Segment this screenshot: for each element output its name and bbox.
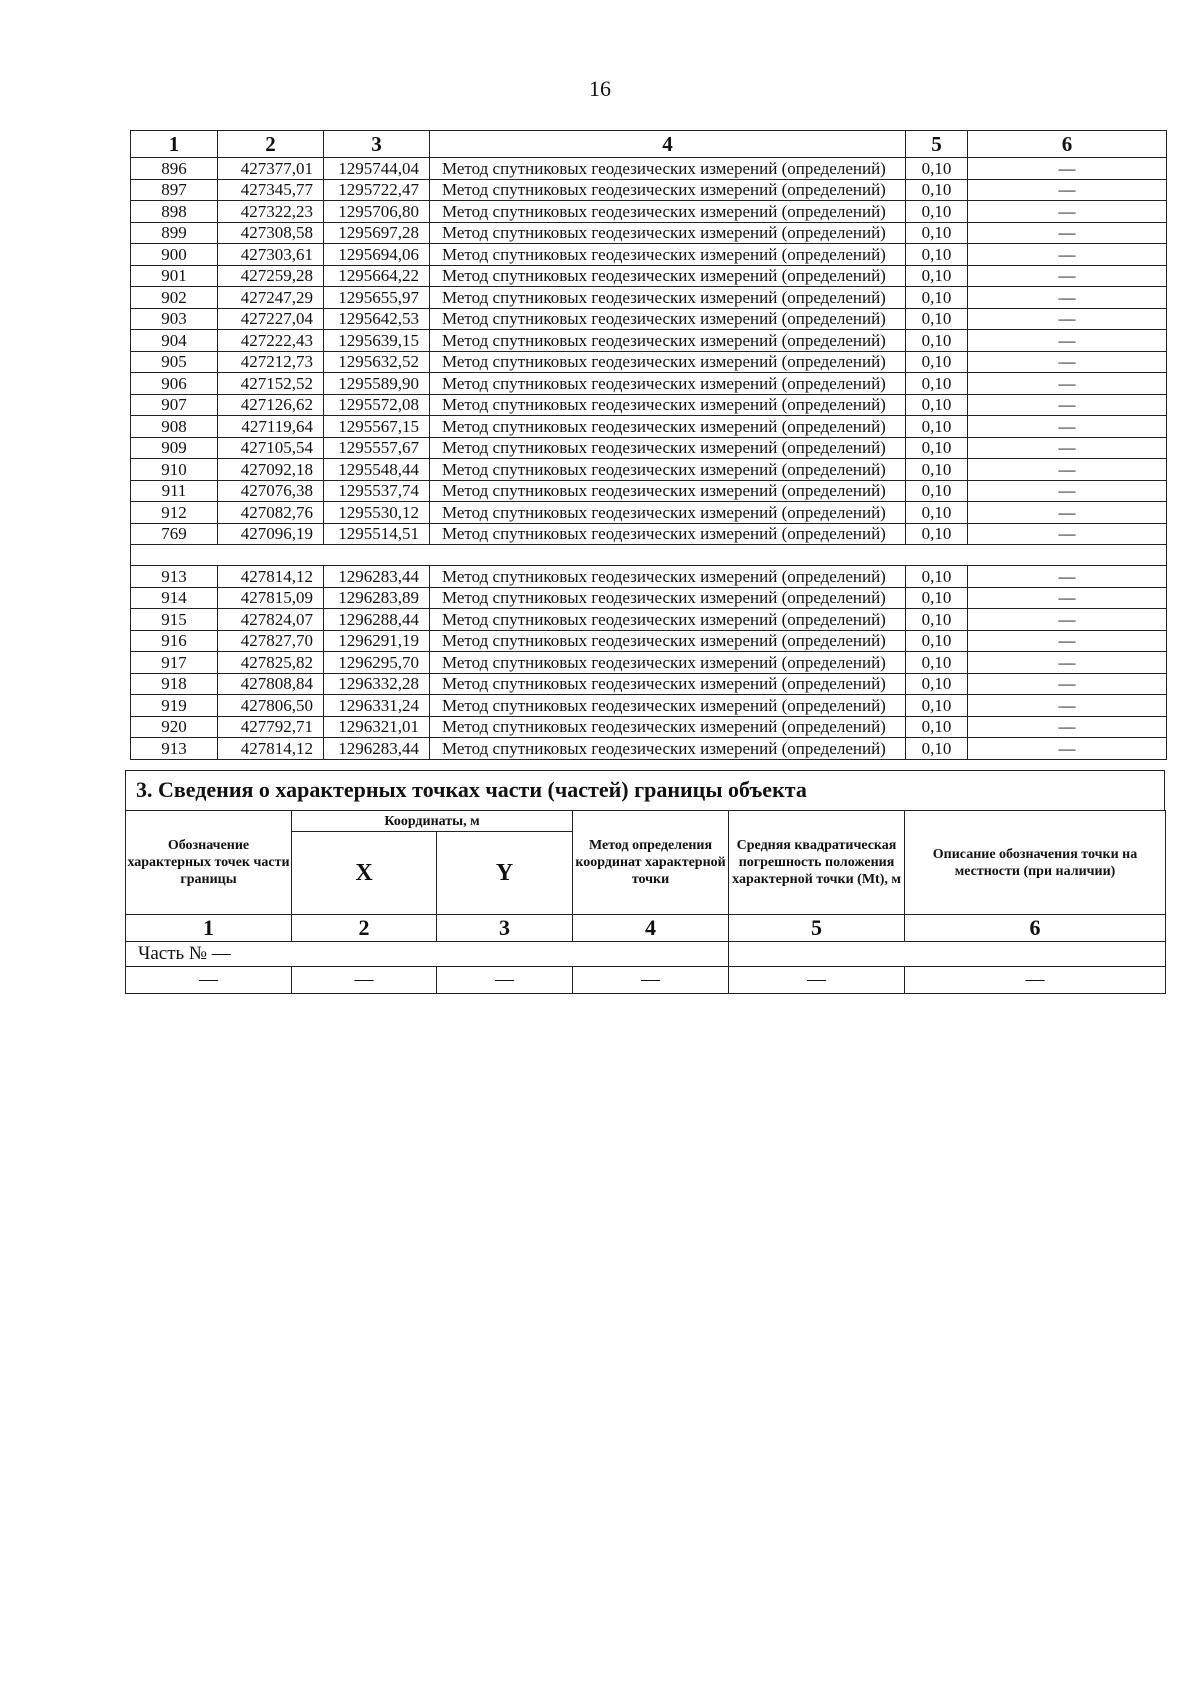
- error-cell: 0,10: [906, 716, 968, 738]
- table-row: [131, 330, 1167, 352]
- column-number-header: 3: [324, 131, 430, 158]
- error-cell: 0,10: [906, 158, 968, 180]
- error-cell: 0,10: [906, 523, 968, 545]
- error-cell: 0,10: [906, 244, 968, 266]
- table-row: [131, 480, 1167, 502]
- error-cell: 0,10: [906, 738, 968, 760]
- method-cell: Метод спутниковых геодезических измерений (определений): [430, 459, 906, 481]
- y-coordinate-cell: 1295537,74: [324, 480, 430, 502]
- column-number-header: 4: [430, 131, 906, 158]
- y-coordinate-cell: 1296331,24: [324, 695, 430, 717]
- description-cell: —: [968, 459, 1167, 481]
- parts-header-row-1: [126, 811, 1166, 832]
- error-cell: 0,10: [906, 394, 968, 416]
- point-number-cell: 914: [131, 587, 218, 609]
- method-cell: Метод спутниковых геодезических измерений (определений): [430, 287, 906, 309]
- table-row: [131, 158, 1167, 180]
- description-cell: —: [968, 394, 1167, 416]
- error-cell: 0,10: [906, 373, 968, 395]
- point-number-cell: 908: [131, 416, 218, 438]
- error-cell: 0,10: [906, 351, 968, 373]
- error-header: [729, 811, 905, 915]
- error-cell: 0,10: [906, 201, 968, 223]
- point-number-cell: 906: [131, 373, 218, 395]
- page-number: 16: [589, 76, 611, 101]
- description-cell: —: [968, 630, 1167, 652]
- description-cell: —: [968, 609, 1167, 631]
- point-number-cell: 911: [131, 480, 218, 502]
- group-separator-cell: [131, 545, 1167, 566]
- description-cell: —: [968, 222, 1167, 244]
- column-number: 6: [905, 915, 1166, 942]
- description-cell: —: [968, 566, 1167, 588]
- error-cell: 0,10: [906, 673, 968, 695]
- section-3: [125, 770, 1165, 994]
- description-cell: —: [968, 201, 1167, 223]
- table-row: [131, 716, 1167, 738]
- point-number-cell: 769: [131, 523, 218, 545]
- point-number-cell: 915: [131, 609, 218, 631]
- y-coordinate-cell: 1295722,47: [324, 179, 430, 201]
- method-cell: Метод спутниковых геодезических измерений (определений): [430, 609, 906, 631]
- point-number-cell: 899: [131, 222, 218, 244]
- x-header: X: [292, 832, 437, 915]
- method-cell: Метод спутниковых геодезических измерений (определений): [430, 179, 906, 201]
- description-header: Описание обозначения точки на местности (при наличии): [905, 811, 1166, 915]
- y-coordinate-cell: 1295530,12: [324, 502, 430, 524]
- description-cell: —: [968, 502, 1167, 524]
- y-coordinate-cell: 1295744,04: [324, 158, 430, 180]
- description-cell: —: [968, 287, 1167, 309]
- point-number-cell: 901: [131, 265, 218, 287]
- description-cell: —: [968, 179, 1167, 201]
- description-cell: —: [968, 373, 1167, 395]
- table-row: [131, 287, 1167, 309]
- column-number: 5: [729, 915, 905, 942]
- dash-cell: —: [126, 967, 292, 994]
- table-row: [131, 179, 1167, 201]
- parts-column-numbers: [126, 915, 1166, 942]
- dash-cell: —: [729, 967, 905, 994]
- y-coordinate-cell: 1296283,44: [324, 738, 430, 760]
- method-cell: Метод спутниковых геодезических измерений (определений): [430, 566, 906, 588]
- method-cell: Метод спутниковых геодезических измерений (определений): [430, 695, 906, 717]
- x-coordinate-cell: 427377,01: [218, 158, 324, 180]
- x-coordinate-cell: 427815,09: [218, 587, 324, 609]
- method-cell: Метод спутниковых геодезических измерений (определений): [430, 351, 906, 373]
- table-row: [131, 459, 1167, 481]
- error-cell: 0,10: [906, 587, 968, 609]
- method-cell: Метод спутниковых геодезических измерений (определений): [430, 416, 906, 438]
- part-label: Часть № —: [126, 942, 729, 967]
- x-coordinate-cell: 427322,23: [218, 201, 324, 223]
- table-row: [131, 416, 1167, 438]
- y-coordinate-cell: 1296288,44: [324, 609, 430, 631]
- table-row: [131, 222, 1167, 244]
- method-cell: Метод спутниковых геодезических измерений (определений): [430, 394, 906, 416]
- description-cell: —: [968, 265, 1167, 287]
- y-coordinate-cell: 1295567,15: [324, 416, 430, 438]
- x-coordinate-cell: 427222,43: [218, 330, 324, 352]
- x-coordinate-cell: 427119,64: [218, 416, 324, 438]
- method-cell: Метод спутниковых геодезических измерений (определений): [430, 437, 906, 459]
- point-number-cell: 903: [131, 308, 218, 330]
- error-cell: 0,10: [906, 502, 968, 524]
- point-number-cell: 907: [131, 394, 218, 416]
- dash-cell: —: [573, 967, 729, 994]
- method-cell: Метод спутниковых геодезических измерений (определений): [430, 587, 906, 609]
- error-cell: 0,10: [906, 630, 968, 652]
- table-row: [131, 265, 1167, 287]
- x-coordinate-cell: 427792,71: [218, 716, 324, 738]
- point-number-cell: 904: [131, 330, 218, 352]
- y-coordinate-cell: 1296283,44: [324, 566, 430, 588]
- point-number-cell: 900: [131, 244, 218, 266]
- x-coordinate-cell: 427105,54: [218, 437, 324, 459]
- point-number-cell: 916: [131, 630, 218, 652]
- description-cell: —: [968, 244, 1167, 266]
- error-cell: 0,10: [906, 459, 968, 481]
- y-coordinate-cell: 1295664,22: [324, 265, 430, 287]
- point-number-cell: 909: [131, 437, 218, 459]
- x-coordinate-cell: 427212,73: [218, 351, 324, 373]
- error-cell: 0,10: [906, 480, 968, 502]
- y-coordinate-cell: 1296321,01: [324, 716, 430, 738]
- description-cell: —: [968, 351, 1167, 373]
- y-coordinate-cell: 1295632,52: [324, 351, 430, 373]
- description-cell: —: [968, 673, 1167, 695]
- dash-cell: —: [905, 967, 1166, 994]
- x-coordinate-cell: 427227,04: [218, 308, 324, 330]
- table-row: [131, 394, 1167, 416]
- description-cell: —: [968, 695, 1167, 717]
- error-cell: 0,10: [906, 265, 968, 287]
- point-number-cell: 917: [131, 652, 218, 674]
- description-cell: —: [968, 587, 1167, 609]
- y-coordinate-cell: 1295514,51: [324, 523, 430, 545]
- table-row: [131, 566, 1167, 588]
- table-row: [131, 652, 1167, 674]
- point-number-cell: 902: [131, 287, 218, 309]
- description-cell: —: [968, 716, 1167, 738]
- table-row: [131, 244, 1167, 266]
- error-cell: 0,10: [906, 566, 968, 588]
- table-row: [131, 201, 1167, 223]
- x-coordinate-cell: 427092,18: [218, 459, 324, 481]
- x-coordinate-cell: 427814,12: [218, 566, 324, 588]
- error-cell: 0,10: [906, 437, 968, 459]
- y-coordinate-cell: 1295642,53: [324, 308, 430, 330]
- point-number-cell: 918: [131, 673, 218, 695]
- point-number-cell: 920: [131, 716, 218, 738]
- point-number-cell: 913: [131, 566, 218, 588]
- x-coordinate-cell: 427308,58: [218, 222, 324, 244]
- table-row: [131, 373, 1167, 395]
- method-cell: Метод спутниковых геодезических измерений (определений): [430, 630, 906, 652]
- method-cell: Метод спутниковых геодезических измерений (определений): [430, 222, 906, 244]
- error-cell: 0,10: [906, 695, 968, 717]
- table-row: [131, 351, 1167, 373]
- point-number-cell: 896: [131, 158, 218, 180]
- table-row: [131, 609, 1167, 631]
- point-number-cell: 897: [131, 179, 218, 201]
- y-coordinate-cell: 1296291,19: [324, 630, 430, 652]
- y-coordinate-cell: 1295639,15: [324, 330, 430, 352]
- part-label-row: [126, 942, 1166, 967]
- table-row: [131, 308, 1167, 330]
- method-cell: Метод спутниковых геодезических измерений (определений): [430, 308, 906, 330]
- x-coordinate-cell: 427247,29: [218, 287, 324, 309]
- column-number-header: 1: [131, 131, 218, 158]
- description-cell: —: [968, 523, 1167, 545]
- x-coordinate-cell: 427814,12: [218, 738, 324, 760]
- table-row: [131, 673, 1167, 695]
- description-cell: —: [968, 158, 1167, 180]
- x-coordinate-cell: 427808,84: [218, 673, 324, 695]
- x-coordinate-cell: 427303,61: [218, 244, 324, 266]
- error-cell: 0,10: [906, 308, 968, 330]
- y-coordinate-cell: 1295655,97: [324, 287, 430, 309]
- part-label-empty: [729, 942, 1166, 967]
- column-number: 1: [126, 915, 292, 942]
- section-title: 3. Сведения о характерных точках части (частей) границы объекта: [125, 770, 1165, 810]
- table-row: [131, 630, 1167, 652]
- error-cell: 0,10: [906, 179, 968, 201]
- description-cell: —: [968, 738, 1167, 760]
- point-number-cell: 913: [131, 738, 218, 760]
- error-cell: 0,10: [906, 416, 968, 438]
- y-coordinate-cell: 1295548,44: [324, 459, 430, 481]
- table-row: [131, 695, 1167, 717]
- y-coordinate-cell: 1295706,80: [324, 201, 430, 223]
- column-number-header: 6: [968, 131, 1167, 158]
- x-coordinate-cell: 427345,77: [218, 179, 324, 201]
- error-cell: 0,10: [906, 287, 968, 309]
- y-coordinate-cell: 1296295,70: [324, 652, 430, 674]
- y-coordinate-cell: 1295589,90: [324, 373, 430, 395]
- error-cell: 0,10: [906, 609, 968, 631]
- x-coordinate-cell: 427806,50: [218, 695, 324, 717]
- error-header-text: Средняя квадратическая погрешность положения характерной точки (Mt), м: [732, 838, 901, 887]
- x-coordinate-cell: 427825,82: [218, 652, 324, 674]
- x-coordinate-cell: 427152,52: [218, 373, 324, 395]
- method-cell: Метод спутниковых геодезических измерений (определений): [430, 201, 906, 223]
- method-cell: Метод спутниковых геодезических измерений (определений): [430, 673, 906, 695]
- table-row: [131, 587, 1167, 609]
- description-cell: —: [968, 308, 1167, 330]
- method-cell: Метод спутниковых геодезических измерений (определений): [430, 244, 906, 266]
- method-cell: Метод спутниковых геодезических измерений (определений): [430, 738, 906, 760]
- error-cell: 0,10: [906, 330, 968, 352]
- table-row: [131, 738, 1167, 760]
- description-cell: —: [968, 437, 1167, 459]
- y-coordinate-cell: 1296332,28: [324, 673, 430, 695]
- dash-cell: —: [437, 967, 573, 994]
- x-coordinate-cell: 427082,76: [218, 502, 324, 524]
- x-coordinate-cell: 427126,62: [218, 394, 324, 416]
- description-cell: —: [968, 480, 1167, 502]
- method-cell: Метод спутниковых геодезических измерений (определений): [430, 373, 906, 395]
- y-coordinate-cell: 1295557,67: [324, 437, 430, 459]
- x-coordinate-cell: 427096,19: [218, 523, 324, 545]
- point-number-cell: 910: [131, 459, 218, 481]
- point-number-cell: 905: [131, 351, 218, 373]
- description-cell: —: [968, 416, 1167, 438]
- method-cell: Метод спутниковых геодезических измерений (определений): [430, 502, 906, 524]
- method-cell: Метод спутниковых геодезических измерений (определений): [430, 158, 906, 180]
- point-number-cell: 919: [131, 695, 218, 717]
- point-number-cell: 898: [131, 201, 218, 223]
- method-cell: Метод спутниковых геодезических измерений (определений): [430, 716, 906, 738]
- y-coordinate-cell: 1295697,28: [324, 222, 430, 244]
- coordinates-header: Координаты, м: [292, 811, 573, 832]
- x-coordinate-cell: 427824,07: [218, 609, 324, 631]
- group-separator-row: [131, 545, 1167, 566]
- error-cell: 0,10: [906, 652, 968, 674]
- y-header: Y: [437, 832, 573, 915]
- x-coordinate-cell: 427259,28: [218, 265, 324, 287]
- part-points-table: [125, 810, 1166, 994]
- method-cell: Метод спутниковых геодезических измерений (определений): [430, 523, 906, 545]
- method-cell: Метод спутниковых геодезических измерений (определений): [430, 265, 906, 287]
- column-number: 3: [437, 915, 573, 942]
- method-cell: Метод спутниковых геодезических измерений (определений): [430, 330, 906, 352]
- column-number: 4: [573, 915, 729, 942]
- column-number-header: 2: [218, 131, 324, 158]
- table-header-row: [131, 131, 1167, 158]
- dash-cell: —: [292, 967, 437, 994]
- method-header: Метод определения координат характерной точки: [573, 811, 729, 915]
- table-row: [131, 523, 1167, 545]
- error-cell: 0,10: [906, 222, 968, 244]
- column-number: 2: [292, 915, 437, 942]
- y-coordinate-cell: 1295694,06: [324, 244, 430, 266]
- description-cell: —: [968, 330, 1167, 352]
- dash-row: [126, 967, 1166, 994]
- point-number-cell: 912: [131, 502, 218, 524]
- description-cell: —: [968, 652, 1167, 674]
- x-coordinate-cell: 427076,38: [218, 480, 324, 502]
- boundary-points-table: [130, 130, 1167, 760]
- designation-header: Обозначение характерных точек части границы: [126, 811, 292, 915]
- table-row: [131, 437, 1167, 459]
- y-coordinate-cell: 1296283,89: [324, 587, 430, 609]
- x-coordinate-cell: 427827,70: [218, 630, 324, 652]
- method-cell: Метод спутниковых геодезических измерений (определений): [430, 652, 906, 674]
- table-row: [131, 502, 1167, 524]
- column-number-header: 5: [906, 131, 968, 158]
- y-coordinate-cell: 1295572,08: [324, 394, 430, 416]
- method-cell: Метод спутниковых геодезических измерений (определений): [430, 480, 906, 502]
